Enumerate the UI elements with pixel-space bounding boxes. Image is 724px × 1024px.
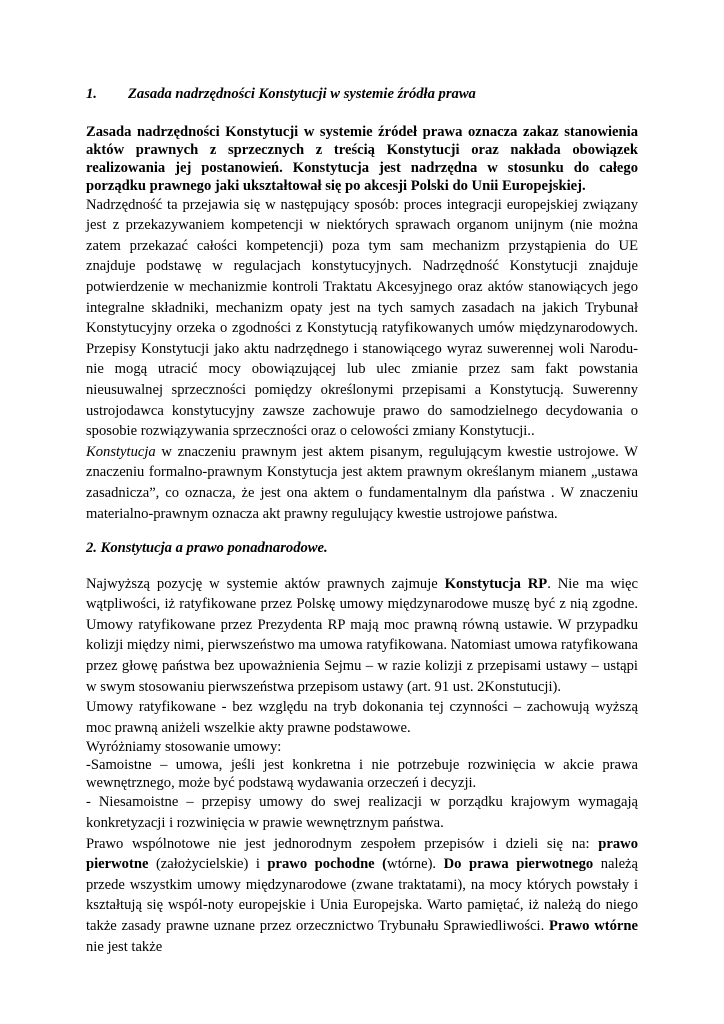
p6-text-c: (założycielskie) i: [148, 856, 268, 873]
document-page: [86, 84, 638, 957]
section-2-paragraph-2: Umowy ratyfikowane - bez względu na tryb dokonania tej czynności – zachowują wyższą moc prawną aniżeli wszelkie akty prawne podstawowe.: [86, 699, 638, 736]
p6-bold-4: Prawo wtórne: [548, 918, 638, 934]
section-2-paragraph-6: [86, 834, 638, 958]
p6-text-f: nie jest także: [86, 938, 163, 955]
p6-text-a: Prawo wspólnotowe nie jest jednorodnym zespołem przepisów i dzieli się na:: [86, 835, 599, 852]
section-1-title: Zasada nadrzędności Konstytucji w systemie źródła prawa: [128, 86, 476, 102]
p6-text-e: należą przede wszystkim umowy międzynarodowe (zwane traktatami), na mocy których powstały i kształtują się wspól-noty europejskie i Unia Europejska. Warto pamiętać, iż należą do niego także zasady prawne uznane przez orzecznictwo Trybunału Sprawiedliwości.: [86, 856, 638, 934]
p1-text-a: Najwyższą pozycję w systemie aktów prawnych zajmuje: [86, 575, 445, 592]
p6-bold-2: prawo pochodne (: [267, 856, 388, 873]
p6-bold-3: Do prawa pierwotnego: [443, 856, 594, 873]
section-2-heading: 2. Konstytucja a prawo ponadnarodowe.: [86, 540, 328, 557]
section-2-paragraph-5: - Niesamoistne – przepisy umowy do swej realizacji w porządku krajowym wymagają konkretyzacji i rozwinięcia w prawie wewnętrznym państwa.: [86, 794, 638, 832]
section-2-paragraph-1: [86, 574, 638, 698]
p6-bold-1: prawo pierwotne: [86, 835, 638, 873]
p1-text-b: . Nie ma więc wątpliwości, iż ratyfikowane przez Polskę umowy międzynarodowe muszę być z nią zgodne. Umowy ratyfikowane przez Prezydenta RP mają moc prawną równą ustawie. W przypadku kolizji między nimi, pierwszeństwo ma umowa ratyfikowana. Natomiast umowa ratyfikowana przez głowę państwa bez upoważnienia Sejmu – w razie kolizji z przepisami ustawy – ustąpi w swym stosowaniu pierwszeństwa przepisom ustawy (art. 91 ust. 2Konstutucji).: [86, 575, 638, 695]
section-1-paragraph-1: Nadrzędność ta przejawia się w następujący sposób: proces integracji europejskiej związany jest z przekazywaniem kompetencji w niektórych sprawach organom unijnym (nie można zatem przekazać całości kompetencji) poza tym sam mechanizm przystąpienia do UE znajduje podstawę w regulacjach konstytucyjnych. Nadrzędność Konstytucji znajduje potwierdzenie w mechanizmie kontroli Traktatu Akcesyjnego oraz aktów stanowiących jego integralne składniki, mechanizm opaty jest na tych samych zasadach na jakich Trybunał Konstytucyjny orzeka o zgodności z Konstytucją ratyfikowanych umów międzynarodowych. Przepisy Konstytucji jako aktu nadrzędnego i stanowiącego wyraz suwerennej woli Narodu- nie mogą utracić mocy obowiązującej lub ulec zmianie przez sam fakt powstania nieusuwalnej sprzeczności pomiędzy określonymi przepisami a Konstytucją. Suwerenny ustrojodawca konstytucyjny zawsze zachowuje prawo do samodzielnego decydowania o sposobie rozwiązywania sprzeczności oraz o celowości zmiany Konstytucji..: [86, 196, 638, 440]
p6-text-d: wtórne).: [387, 856, 444, 873]
section-1-heading: [86, 84, 638, 105]
section-1-paragraph-2: [86, 442, 638, 524]
section-2-paragraph-4: -Samoistne – umowa, jeśli jest konkretna i nie potrzebuje rozwinięcia w akcie prawa wewnętrznego, może być podstawą wydawania orzeczeń i decyzji.: [86, 757, 638, 792]
section-1-number: 1.: [86, 86, 97, 102]
section-1-bold-paragraph: Zasada nadrzędności Konstytucji w systemie źródeł prawa oznacza zakaz stanowienia aktów prawnych z sprzecznych z treścią Konstytucji oraz nakłada obowiązek realizowania jej postanowień. Konstytucja jest nadrzędna w stosunku do całego porządku prawnego jaki ukształtował się po akcesji Polski do Unii Europejskiej.: [86, 123, 638, 194]
section-2-paragraph-3: Wyróżniamy stosowanie umowy:: [86, 739, 282, 756]
konstytucja-term: Konstytucja: [86, 443, 156, 460]
p1-bold-term: Konstytucja RP: [444, 575, 548, 592]
section-1-paragraph-2-text: w znaczeniu prawnym jest aktem pisanym, regulującym kwestie ustrojowe. W znaczeniu formalno-prawnym Konstytucja jest aktem prawnym określanym mianem „ustawa zasadnicza”, co oznacza, że jest ona aktem o fundamentalnym dla państwa . W znaczeniu materialno-prawnym oznacza akt prawny regulujący kwestie ustrojowe państwa.: [86, 443, 638, 522]
